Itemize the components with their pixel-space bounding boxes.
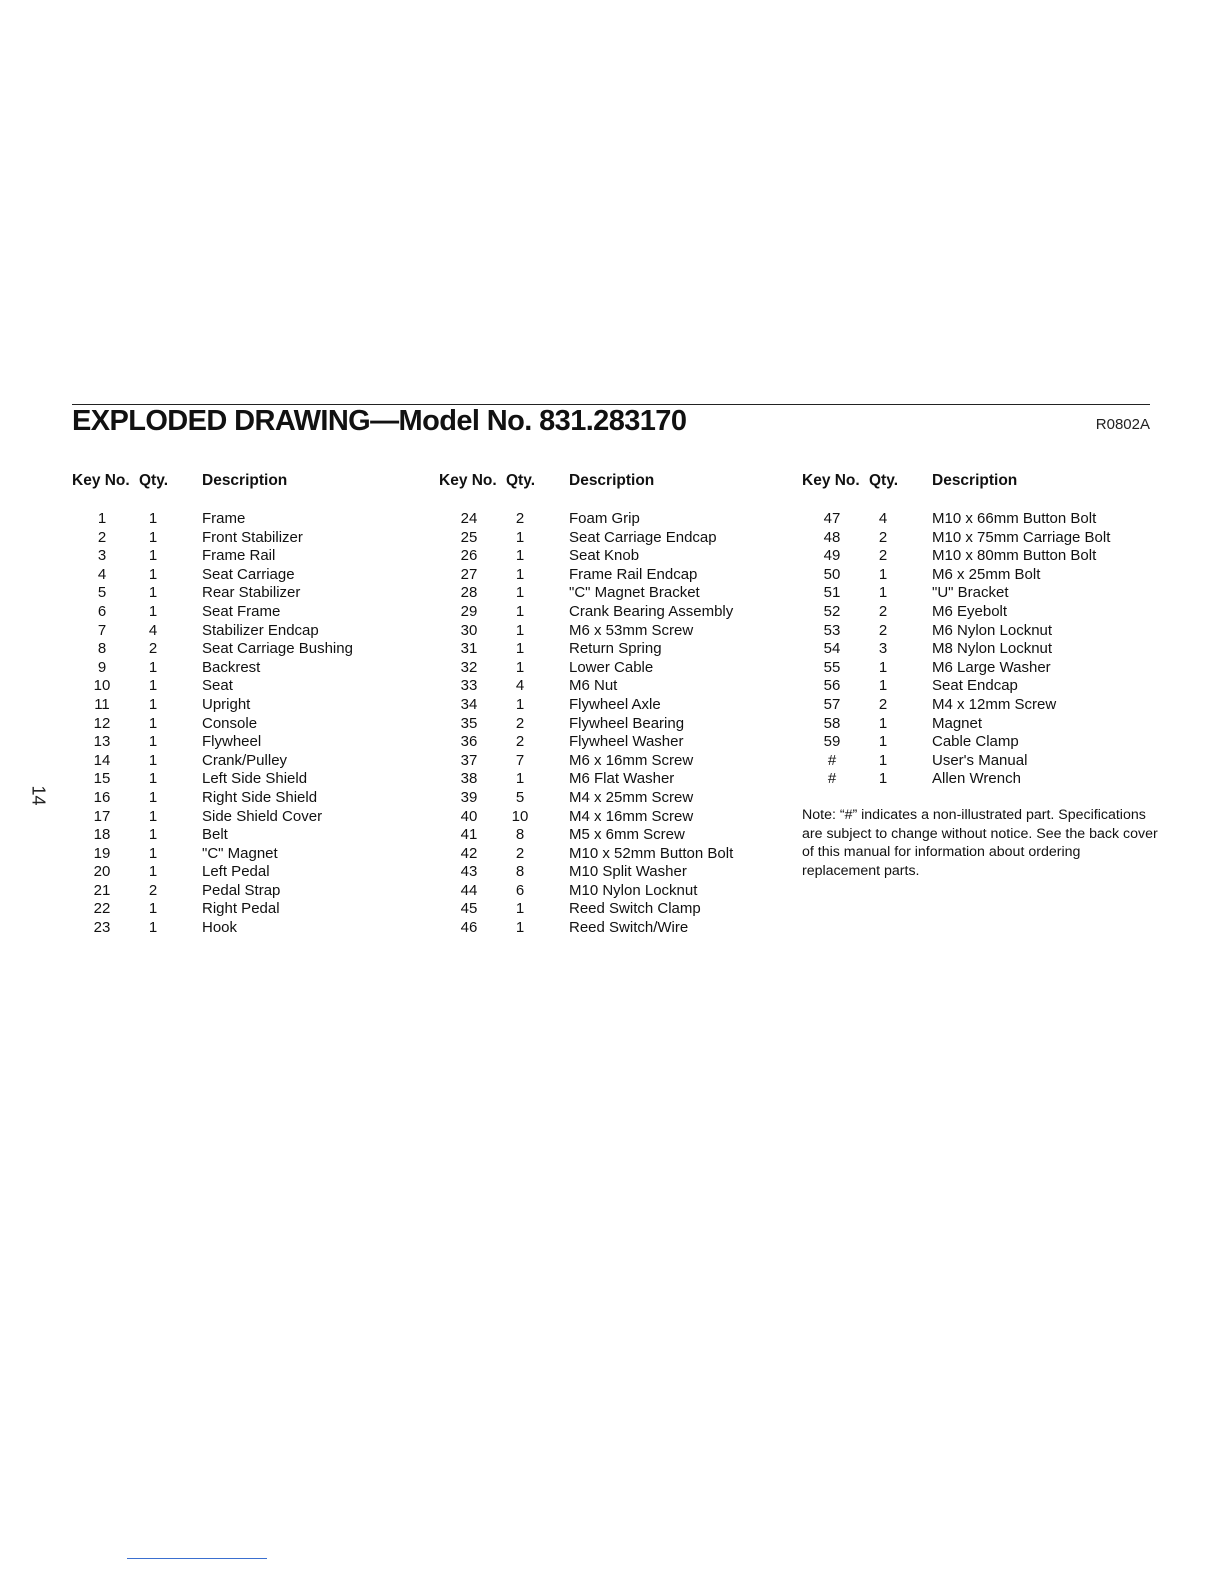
part-qty: 3 xyxy=(878,640,888,658)
part-qty: 4 xyxy=(148,621,158,639)
part-qty: 1 xyxy=(515,770,525,788)
part-qty: 1 xyxy=(148,695,158,713)
part-description: M10 x 66mm Button Bolt xyxy=(932,510,1097,527)
part-key: 39 xyxy=(460,788,478,806)
part-key: 19 xyxy=(93,844,111,862)
part-key: 28 xyxy=(460,584,478,602)
part-key: 17 xyxy=(93,807,111,825)
part-row xyxy=(802,566,1110,585)
part-key: 40 xyxy=(460,807,478,825)
part-row xyxy=(439,622,733,641)
part-key: 18 xyxy=(93,826,111,844)
part-description: Crank/Pulley xyxy=(202,751,288,769)
part-description: Right Pedal xyxy=(202,900,280,918)
part-key: 3 xyxy=(97,547,107,565)
part-qty: 1 xyxy=(148,863,158,881)
part-qty: 1 xyxy=(878,658,888,676)
part-description: M6 Eyebolt xyxy=(932,602,1008,620)
part-row xyxy=(802,770,1110,789)
part-qty: 1 xyxy=(878,751,888,769)
part-description: Stabilizer Endcap xyxy=(202,621,319,639)
part-key: 45 xyxy=(460,900,478,918)
part-description: "U" Bracket xyxy=(932,584,1009,602)
part-qty: 1 xyxy=(515,565,525,583)
part-qty: 1 xyxy=(878,565,888,583)
description-header: Description xyxy=(202,472,288,489)
part-qty: 1 xyxy=(515,602,525,620)
part-qty: 1 xyxy=(148,770,158,788)
part-description: M6 x 53mm Screw xyxy=(569,621,694,639)
description-header: Description xyxy=(932,472,1018,489)
part-key: 21 xyxy=(93,881,111,899)
part-row xyxy=(439,770,733,789)
part-qty: 1 xyxy=(148,900,158,918)
page-number: 14 xyxy=(28,785,49,806)
part-qty: 7 xyxy=(515,751,525,769)
part-qty: 1 xyxy=(148,733,158,751)
part-description: "C" Magnet Bracket xyxy=(569,584,700,602)
part-qty: 1 xyxy=(148,714,158,732)
part-row xyxy=(72,826,353,845)
part-description: Rear Stabilizer xyxy=(202,584,301,602)
part-key: 5 xyxy=(97,584,107,602)
part-qty: 1 xyxy=(515,919,525,937)
footer-line xyxy=(127,1558,267,1559)
part-qty: 2 xyxy=(515,733,525,751)
part-row xyxy=(439,826,733,845)
part-qty: 1 xyxy=(515,528,525,546)
part-key: 31 xyxy=(460,640,478,658)
part-description: M6 Large Washer xyxy=(932,658,1051,676)
part-description: Allen Wrench xyxy=(932,770,1021,788)
part-description: Frame Rail Endcap xyxy=(569,565,698,583)
part-description: User's Manual xyxy=(932,751,1028,769)
part-qty: 1 xyxy=(515,900,525,918)
part-row xyxy=(802,677,1110,696)
part-description: Flywheel Washer xyxy=(569,733,684,751)
part-key: 46 xyxy=(460,919,478,937)
part-key: 23 xyxy=(93,919,111,937)
part-row xyxy=(72,845,353,864)
key-no-header: Key No. xyxy=(802,472,860,489)
part-qty: 1 xyxy=(878,733,888,751)
column-header xyxy=(72,470,353,491)
part-description: Reed Switch Clamp xyxy=(569,900,701,918)
part-description: Seat Knob xyxy=(569,547,640,565)
part-key: 54 xyxy=(823,640,841,658)
part-row xyxy=(802,529,1110,548)
qty-header: Qty. xyxy=(869,472,898,489)
part-description: Seat Carriage Endcap xyxy=(569,528,717,546)
part-key: 20 xyxy=(93,863,111,881)
part-row xyxy=(439,808,733,827)
part-row xyxy=(802,715,1110,734)
part-description: Left Side Shield xyxy=(202,770,308,788)
part-key: 53 xyxy=(823,621,841,639)
part-qty: 6 xyxy=(515,881,525,899)
part-key: # xyxy=(827,751,837,769)
part-row xyxy=(802,640,1110,659)
part-description: M4 x 25mm Screw xyxy=(569,788,694,806)
part-key: 1 xyxy=(97,510,107,527)
part-row xyxy=(72,547,353,566)
part-key: 24 xyxy=(460,510,478,527)
part-description: Belt xyxy=(202,826,228,844)
part-key: 38 xyxy=(460,770,478,788)
part-key: 29 xyxy=(460,602,478,620)
part-description: Frame xyxy=(202,510,246,527)
part-qty: 1 xyxy=(148,565,158,583)
part-qty: 1 xyxy=(878,770,888,788)
part-description: Lower Cable xyxy=(569,658,654,676)
page-title: EXPLODED DRAWING—Model No. 831.283170 xyxy=(72,405,687,437)
part-key: 34 xyxy=(460,695,478,713)
part-description: Cable Clamp xyxy=(932,733,1019,751)
part-description: M4 x 12mm Screw xyxy=(932,695,1057,713)
part-row xyxy=(72,659,353,678)
part-row xyxy=(72,900,353,919)
part-qty: 1 xyxy=(878,677,888,695)
part-description: M8 Nylon Locknut xyxy=(932,640,1053,658)
part-row xyxy=(439,789,733,808)
part-description: Seat Frame xyxy=(202,602,281,620)
part-row xyxy=(802,622,1110,641)
part-qty: 5 xyxy=(515,788,525,806)
part-description: Pedal Strap xyxy=(202,881,281,899)
part-row xyxy=(802,603,1110,622)
document-code: R0802A xyxy=(1095,416,1150,433)
part-key: 12 xyxy=(93,714,111,732)
part-description: Seat Carriage xyxy=(202,565,295,583)
part-key: 51 xyxy=(823,584,841,602)
part-description: M6 Flat Washer xyxy=(569,770,675,788)
part-description: M10 Split Washer xyxy=(569,863,687,881)
part-row xyxy=(72,808,353,827)
part-key: 11 xyxy=(94,695,110,713)
part-row xyxy=(439,919,733,938)
part-row xyxy=(72,770,353,789)
column-header xyxy=(802,470,1110,491)
part-description: Crank Bearing Assembly xyxy=(569,602,734,620)
part-description: M6 Nut xyxy=(569,677,618,695)
part-key: 13 xyxy=(93,733,111,751)
part-qty: 1 xyxy=(148,919,158,937)
part-row xyxy=(439,510,733,529)
part-description: M10 x 80mm Button Bolt xyxy=(932,547,1097,565)
qty-header: Qty. xyxy=(139,472,168,489)
part-row xyxy=(439,603,733,622)
part-key: 27 xyxy=(460,565,478,583)
part-row xyxy=(439,529,733,548)
part-key: 41 xyxy=(460,826,478,844)
key-no-header: Key No. xyxy=(72,472,130,489)
part-qty: 1 xyxy=(148,584,158,602)
part-key: 50 xyxy=(823,565,841,583)
part-description: Seat xyxy=(202,677,233,695)
part-description: Backrest xyxy=(202,658,261,676)
part-description: M10 x 75mm Carriage Bolt xyxy=(932,528,1111,546)
part-row xyxy=(802,733,1110,752)
part-key: 2 xyxy=(97,528,107,546)
part-key: 14 xyxy=(93,751,111,769)
part-row xyxy=(802,584,1110,603)
part-key: 56 xyxy=(823,677,841,695)
part-row xyxy=(72,752,353,771)
part-row xyxy=(72,882,353,901)
part-key: 25 xyxy=(460,528,478,546)
part-key: 47 xyxy=(823,510,841,527)
part-row xyxy=(802,510,1110,529)
part-key: 48 xyxy=(823,528,841,546)
part-qty: 2 xyxy=(878,621,888,639)
part-row xyxy=(72,640,353,659)
part-row xyxy=(802,659,1110,678)
part-qty: 2 xyxy=(148,640,158,658)
part-description: M4 x 16mm Screw xyxy=(569,807,694,825)
part-qty: 1 xyxy=(148,844,158,862)
part-key: 6 xyxy=(97,602,107,620)
part-row xyxy=(72,510,353,529)
part-description: Seat Endcap xyxy=(932,677,1018,695)
part-qty: 2 xyxy=(515,510,525,527)
part-row xyxy=(439,882,733,901)
part-description: M5 x 6mm Screw xyxy=(569,826,685,844)
part-row xyxy=(439,584,733,603)
part-key: 8 xyxy=(97,640,107,658)
part-row xyxy=(72,584,353,603)
part-description: Flywheel Axle xyxy=(569,695,661,713)
part-row xyxy=(439,677,733,696)
parts-column-2 xyxy=(439,470,733,938)
part-description: Side Shield Cover xyxy=(202,807,323,825)
part-description: Magnet xyxy=(932,714,983,732)
part-row xyxy=(72,622,353,641)
part-row xyxy=(802,547,1110,566)
part-key: 33 xyxy=(460,677,478,695)
part-description: Console xyxy=(202,714,258,732)
part-qty: 2 xyxy=(878,695,888,713)
part-row xyxy=(72,863,353,882)
parts-list xyxy=(802,510,1110,789)
part-key: 42 xyxy=(460,844,478,862)
part-description: Flywheel Bearing xyxy=(569,714,685,732)
part-qty: 1 xyxy=(148,751,158,769)
part-row xyxy=(72,603,353,622)
part-row xyxy=(72,789,353,808)
part-key: 4 xyxy=(97,565,107,583)
qty-header: Qty. xyxy=(506,472,535,489)
part-qty: 1 xyxy=(515,584,525,602)
part-qty: 8 xyxy=(515,863,525,881)
part-key: 30 xyxy=(460,621,478,639)
part-row xyxy=(802,752,1110,771)
part-row xyxy=(439,640,733,659)
part-qty: 1 xyxy=(878,584,888,602)
part-qty: 1 xyxy=(148,807,158,825)
part-row xyxy=(439,566,733,585)
part-key: # xyxy=(827,770,837,788)
part-qty: 4 xyxy=(515,677,525,695)
part-key: 43 xyxy=(460,863,478,881)
part-row xyxy=(439,863,733,882)
note-text: Note: “#” indicates a non-illustrated part. Specifications are subject to change without notice. See the back cover of this manual for information about ordering replacement parts. xyxy=(802,807,1158,879)
part-qty: 1 xyxy=(515,695,525,713)
part-description: Hook xyxy=(202,919,238,937)
part-key: 52 xyxy=(823,602,841,620)
part-key: 58 xyxy=(823,714,841,732)
part-key: 10 xyxy=(93,677,111,695)
part-description: M6 Nylon Locknut xyxy=(932,621,1053,639)
part-row xyxy=(72,696,353,715)
description-header: Description xyxy=(569,472,655,489)
part-key: 22 xyxy=(93,900,111,918)
part-row xyxy=(72,529,353,548)
part-qty: 1 xyxy=(148,788,158,806)
part-row xyxy=(802,696,1110,715)
parts-list xyxy=(72,510,353,938)
part-qty: 1 xyxy=(148,602,158,620)
part-qty: 10 xyxy=(511,807,529,825)
part-description: Front Stabilizer xyxy=(202,528,303,546)
part-description: Reed Switch/Wire xyxy=(569,919,689,937)
part-qty: 2 xyxy=(515,844,525,862)
part-row xyxy=(439,845,733,864)
part-description: Upright xyxy=(202,695,251,713)
part-qty: 1 xyxy=(148,826,158,844)
parts-list xyxy=(439,510,733,938)
part-description: "C" Magnet xyxy=(202,844,278,862)
column-header xyxy=(439,470,733,491)
part-key: 49 xyxy=(823,547,841,565)
part-qty: 1 xyxy=(515,658,525,676)
part-row xyxy=(439,733,733,752)
part-description: M10 Nylon Locknut xyxy=(569,881,698,899)
part-row xyxy=(439,659,733,678)
part-qty: 1 xyxy=(515,547,525,565)
part-qty: 2 xyxy=(878,602,888,620)
part-key: 16 xyxy=(93,788,111,806)
part-qty: 1 xyxy=(878,714,888,732)
part-row xyxy=(72,715,353,734)
part-description: Right Side Shield xyxy=(202,788,318,806)
part-key: 9 xyxy=(97,658,107,676)
part-qty: 8 xyxy=(515,826,525,844)
part-row xyxy=(72,566,353,585)
part-key: 55 xyxy=(823,658,841,676)
part-row xyxy=(439,547,733,566)
part-qty: 2 xyxy=(148,881,158,899)
key-no-header: Key No. xyxy=(439,472,497,489)
part-key: 37 xyxy=(460,751,478,769)
part-description: Flywheel xyxy=(202,733,262,751)
part-row xyxy=(439,696,733,715)
part-row xyxy=(439,900,733,919)
part-key: 44 xyxy=(460,881,478,899)
part-qty: 4 xyxy=(878,510,888,527)
parts-column-1 xyxy=(72,470,353,938)
part-qty: 1 xyxy=(148,658,158,676)
part-key: 36 xyxy=(460,733,478,751)
part-qty: 1 xyxy=(148,528,158,546)
part-description: Frame Rail xyxy=(202,547,276,565)
part-key: 57 xyxy=(823,695,841,713)
part-row xyxy=(72,677,353,696)
part-row xyxy=(72,733,353,752)
part-key: 7 xyxy=(97,621,107,639)
part-qty: 2 xyxy=(878,528,888,546)
part-description: Foam Grip xyxy=(569,510,640,527)
part-row xyxy=(439,752,733,771)
part-description: M6 x 25mm Bolt xyxy=(932,565,1041,583)
part-description: Left Pedal xyxy=(202,863,270,881)
part-qty: 1 xyxy=(148,547,158,565)
part-qty: 1 xyxy=(148,510,158,527)
part-description: Return Spring xyxy=(569,640,662,658)
part-qty: 1 xyxy=(515,621,525,639)
part-qty: 2 xyxy=(515,714,525,732)
part-description: M6 x 16mm Screw xyxy=(569,751,694,769)
part-qty: 1 xyxy=(515,640,525,658)
part-qty: 1 xyxy=(148,677,158,695)
part-row xyxy=(72,919,353,938)
part-key: 35 xyxy=(460,714,478,732)
part-key: 15 xyxy=(93,770,111,788)
part-key: 26 xyxy=(460,547,478,565)
part-row xyxy=(439,715,733,734)
part-description: M10 x 52mm Button Bolt xyxy=(569,844,734,862)
part-key: 32 xyxy=(460,658,478,676)
parts-column-3 xyxy=(802,470,1110,789)
part-key: 59 xyxy=(823,733,841,751)
part-qty: 2 xyxy=(878,547,888,565)
part-description: Seat Carriage Bushing xyxy=(202,640,353,658)
